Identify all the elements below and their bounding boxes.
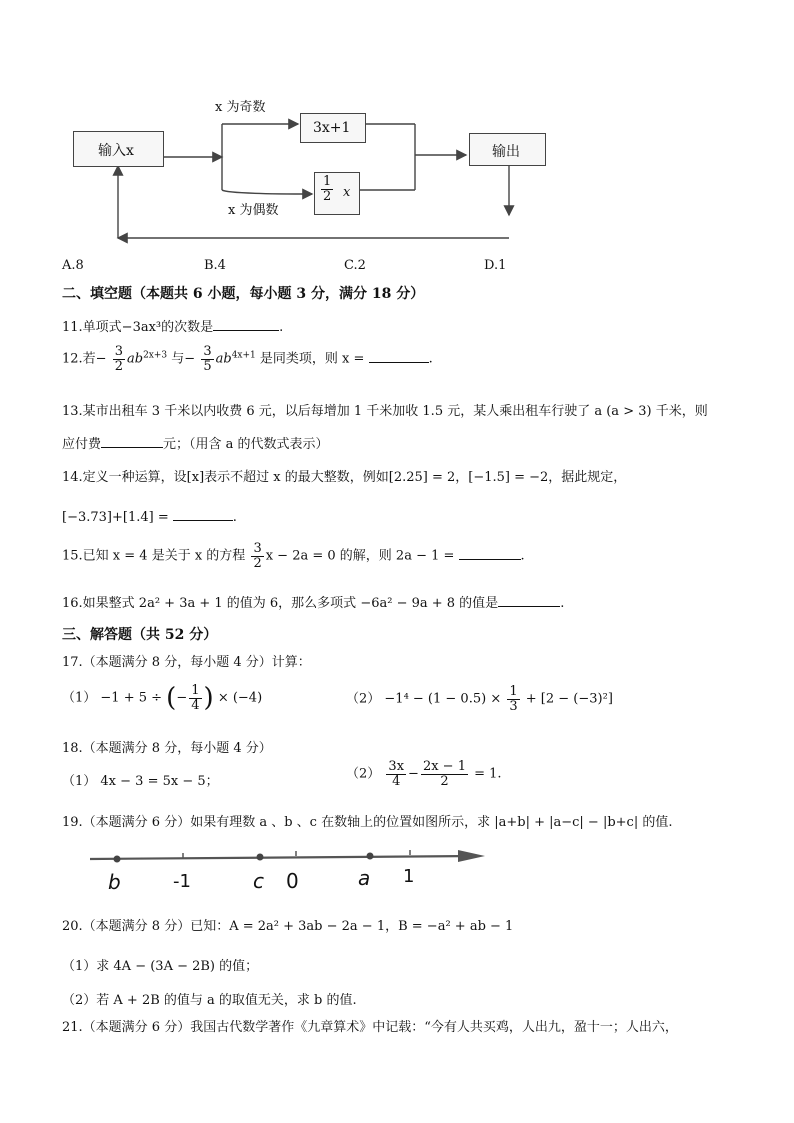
option-b: B.4	[204, 258, 226, 273]
option-d: D.1	[484, 258, 507, 273]
fraction: $\frac{3x}{4}$	[388, 759, 405, 789]
question-16: 16.如果整式 2a² + 3a + 1 的值为 6，那么多项式 −6a² − 9a + 8 的值是 .	[62, 596, 565, 611]
flowchart-lines	[0, 0, 794, 260]
question-12: 12.若− $\frac{3}{2}$ $ab^{2x+3}$ 与− $\frac{3}{5}$ $ab^{4x+1}$ 是同类项，则 x = .	[62, 344, 433, 374]
question-14-line-1: 14.定义一种运算，设[x]表示不超过 x 的最大整数，例如[2.25] = 2，[−1.5] = −2，据此规定，	[62, 470, 627, 485]
numberline-label-b: b	[108, 870, 121, 894]
question-17: 17.（本题满分 8 分，每小题 4 分）计算：	[62, 655, 311, 670]
answer-blank	[369, 350, 429, 363]
answer-blank	[459, 547, 521, 560]
even-fraction: $\frac{1}{2}$	[323, 174, 332, 204]
question-20: 20.（本题满分 8 分）已知：A = 2a² + 3ab − 2a − 1，B = −a² + ab − 1	[62, 919, 514, 934]
question-17-part-1: （1） −1 + 5 ÷ (− $\frac{1}{4}$ ) × (−4)	[62, 682, 263, 713]
question-13-line-2: 应付费 元；（用含 a 的代数式表示）	[62, 437, 329, 452]
fraction: $\frac{1}{3}$	[509, 684, 518, 714]
fraction: $\frac{3}{2}$	[114, 344, 123, 374]
answer-blank	[213, 318, 279, 331]
question-18-part-1: （1） 4x − 3 = 5x − 5；	[62, 774, 219, 789]
question-18-part-2: （2） $\frac{3x}{4}$ − $\frac{2x - 1}{2}$ = 1.	[346, 759, 502, 789]
question-21: 21.（本题满分 6 分）我国古代数学著作《九章算术》中记载：“今有人共买鸡，人出九，盈十一；人出六，	[62, 1020, 678, 1035]
input-label: 输入x	[98, 143, 134, 159]
question-11: 11.单项式−3ax³的次数是 .	[62, 320, 284, 335]
numberline-label-c: c	[253, 869, 264, 893]
odd-expression: 3x+1	[313, 120, 351, 136]
section-2-title: 二、填空题（本题共 6 小题，每小题 3 分，满分 18 分）	[62, 286, 425, 302]
even-expression-box: $\frac{1}{2}$ x	[314, 172, 360, 215]
question-17-part-2: （2） −1⁴ − (1 − 0.5) × $\frac{1}{3}$ + [2 − (−3)²]	[346, 684, 613, 714]
answer-blank	[101, 435, 163, 448]
output-box	[469, 133, 546, 166]
numberline-label-1: 1	[403, 866, 415, 887]
question-20-part-2: （2）若 A + 2B 的值与 a 的取值无关，求 b 的值.	[62, 993, 357, 1008]
question-15: 15.已知 x = 4 是关于 x 的方程 $\frac{3}{2}$ x − 2a = 0 的解，则 2a − 1 = .	[62, 541, 525, 571]
odd-expression-box	[300, 113, 366, 143]
question-19: 19.（本题满分 6 分）如果有理数 a 、b 、c 在数轴上的位置如图所示，求 |a+b| + |a−c| − |b+c| 的值.	[62, 815, 673, 830]
odd-branch-label: x 为奇数	[215, 100, 266, 115]
option-a: A.8	[62, 258, 84, 273]
question-20-part-1: （1）求 4A − (3A − 2B) 的值；	[62, 959, 259, 974]
numberline-label-0: 0	[286, 869, 299, 893]
even-branch-label: x 为偶数	[228, 203, 279, 218]
numberline-label-minus-1: -1	[173, 871, 191, 892]
section-3-title: 三、解答题（共 52 分）	[62, 627, 218, 643]
question-18: 18.（本题满分 8 分，每小题 4 分）	[62, 741, 272, 756]
numberline-label-a: a	[358, 866, 371, 890]
question-13-line-1: 13.某市出租车 3 千米以内收费 6 元，以后每增加 1 千米加收 1.5 元，某人乘出租车行驶了 a (a > 3) 千米，则	[62, 404, 708, 419]
output-label: 输出	[492, 144, 520, 160]
question-14-line-2: [−3.73]+[1.4] = .	[62, 510, 237, 525]
fraction: $\frac{1}{4}$	[191, 682, 200, 713]
answer-blank	[498, 594, 560, 607]
fraction: $\frac{3}{5}$	[203, 344, 212, 374]
option-c: C.2	[344, 258, 366, 273]
input-box	[73, 131, 164, 167]
fraction: $\frac{3}{2}$	[253, 541, 262, 571]
answer-blank	[173, 508, 233, 521]
fraction: $\frac{2x - 1}{2}$	[422, 759, 466, 789]
